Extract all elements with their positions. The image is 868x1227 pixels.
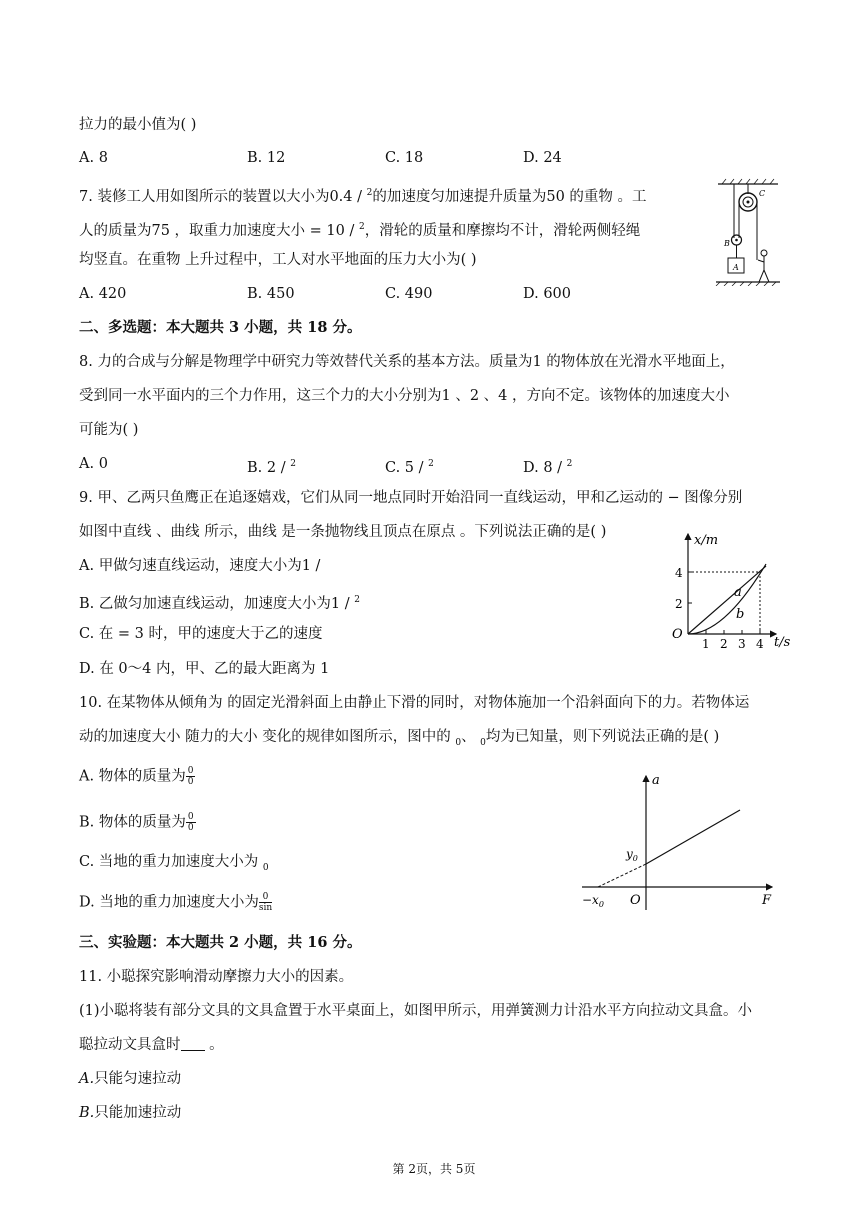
q9-ytick-4: 4 xyxy=(675,566,683,580)
q11-option-a: A.只能匀速拉动 xyxy=(79,1071,182,1087)
q7-option-b: B. 450 xyxy=(247,286,295,302)
q10-af-graph xyxy=(578,770,778,914)
q9-line1: 9. 甲、乙两只鱼鹰正在追逐嬉戏，它们从同一地点同时开始沿同一直线运动，甲和乙运动的 − 图像分别 xyxy=(79,490,743,506)
q7-label-b: B xyxy=(724,239,730,248)
q9-label-b: b xyxy=(736,607,745,622)
q9-option-b: B. 乙做匀加速直线运动，加速度大小为1 / $^2$ xyxy=(79,595,360,612)
q6-option-a: A. 8 xyxy=(79,150,108,166)
q9-ytick-2: 2 xyxy=(675,597,683,611)
q8-option-d: D. 8 / $^2$ xyxy=(523,459,573,476)
q7-label-c: C xyxy=(759,189,766,198)
q10-option-c: C. 当地的重力加速度大小为 $_0$ xyxy=(79,854,269,873)
q6-option-d: D. 24 xyxy=(523,150,562,166)
q8-option-a: A. 0 xyxy=(79,456,108,472)
q10-option-b: B. 物体的质量为 $\frac{0}{0}$ xyxy=(79,812,194,833)
q10-option-d: D. 当地的重力加速度大小为 $\frac{0}{\sin}$ xyxy=(79,892,273,913)
q7-line3: 均竖直。在重物 上升过程中，工人对水平地面的压力大小为( ) xyxy=(79,252,477,268)
q11-option-b: B.只能加速拉动 xyxy=(79,1105,182,1121)
q8-line2: 受到同一水平面内的三个力作用，这三个力的大小分别为1 、2 、4 ，方向不定。该物体的加速度大小 xyxy=(79,388,730,404)
q9-label-a: a xyxy=(734,585,742,600)
q10-line1: 10. 在某物体从倾角为 的固定光滑斜面上由静止下滑的同时，对物体施加一个沿斜面向下的力。若物体运 xyxy=(79,695,750,711)
q8-option-b: B. 2 / $^2$ xyxy=(247,459,296,476)
q10-x0-label: $-x_0$ xyxy=(582,893,604,909)
q8-option-c: C. 5 / $^2$ xyxy=(385,459,434,476)
q9-xtick-3: 3 xyxy=(738,637,746,651)
q9-line-a xyxy=(688,566,766,634)
q10-option-a: A. 物体的质量为 $\frac{0}{0}$ xyxy=(79,766,194,787)
q6-option-b: B. 12 xyxy=(247,150,286,166)
q9-xtick-1: 1 xyxy=(702,637,710,651)
q11-line2: (1)小聪将装有部分文具的文具盒置于水平桌面上，如图甲所示，用弹簧测力计沿水平方向拉动文具盒。小 xyxy=(79,1003,753,1019)
q10-origin: O xyxy=(630,893,641,908)
q6-option-c: C. 18 xyxy=(385,150,424,166)
q9-origin: O xyxy=(672,627,683,642)
q8-line3: 可能为( ) xyxy=(79,422,139,438)
q7-option-d: D. 600 xyxy=(523,286,572,302)
q7-line2: 人的质量为75 ，取重力加速度大小 = 10 / $^2$，滑轮的质量和摩擦均不计，滑轮两侧轻绳 xyxy=(79,222,641,239)
q9-option-a: A. 甲做匀速直线运动，速度大小为1 / xyxy=(79,558,321,574)
q7-line1: 7. 装修工人用如图所示的装置以大小为0.4 / $^2$的加速度匀加速提升质量为50 的重物 。工 xyxy=(79,188,647,205)
section3-heading: 三、实验题：本大题共 2 小题，共 16 分。 xyxy=(79,934,362,951)
q7-option-c: C. 490 xyxy=(385,286,433,302)
q10-line2: 动的加速度大小 随力的大小 变化的规律如图所示，图中的 $_0$、 $_0$均为已知量，则下列说法正确的是( ) xyxy=(79,729,720,748)
q9-y-label: x/m xyxy=(694,533,719,548)
q9-xtick-2: 2 xyxy=(720,637,728,651)
q10-line xyxy=(646,810,740,864)
section2-heading: 二、多选题：本大题共 3 小题，共 18 分。 xyxy=(79,319,362,336)
q9-option-d: D. 在 0～4 内，甲、乙的最大距离为 1 xyxy=(79,661,330,677)
q9-xt-graph xyxy=(668,528,804,654)
q10-x-label: F xyxy=(762,893,772,908)
page-footer: 第 2页，共 5页 xyxy=(392,1162,476,1176)
q8-line1: 8. 力的合成与分解是物理学中研究力等效替代关系的基本方法。质量为1 的物体放在光滑水平地面上， xyxy=(79,354,735,370)
q7-pulley-figure xyxy=(714,178,784,286)
q7-option-a: A. 420 xyxy=(79,286,127,302)
q9-line2: 如图中直线 、曲线 所示，曲线 是一条抛物线且顶点在原点 。下列说法正确的是( ) xyxy=(79,524,607,540)
q10-y-label: a xyxy=(652,773,660,788)
q11-line3: 聪拉动文具盒时 。 xyxy=(79,1037,224,1053)
q9-option-c: C. 在 = 3 时，甲的速度大于乙的速度 xyxy=(79,626,323,642)
q11-line1: 11. 小聪探究影响滑动摩擦力大小的因素。 xyxy=(79,969,354,985)
q11-answer-blank xyxy=(181,1038,205,1051)
q10-y0-label: $y_0$ xyxy=(626,847,638,863)
q7-label-a: A xyxy=(733,263,739,272)
q6-tail: 拉力的最小值为( ) xyxy=(79,117,197,133)
q9-xtick-4: 4 xyxy=(756,637,764,651)
q9-x-label: t/s xyxy=(774,635,791,650)
